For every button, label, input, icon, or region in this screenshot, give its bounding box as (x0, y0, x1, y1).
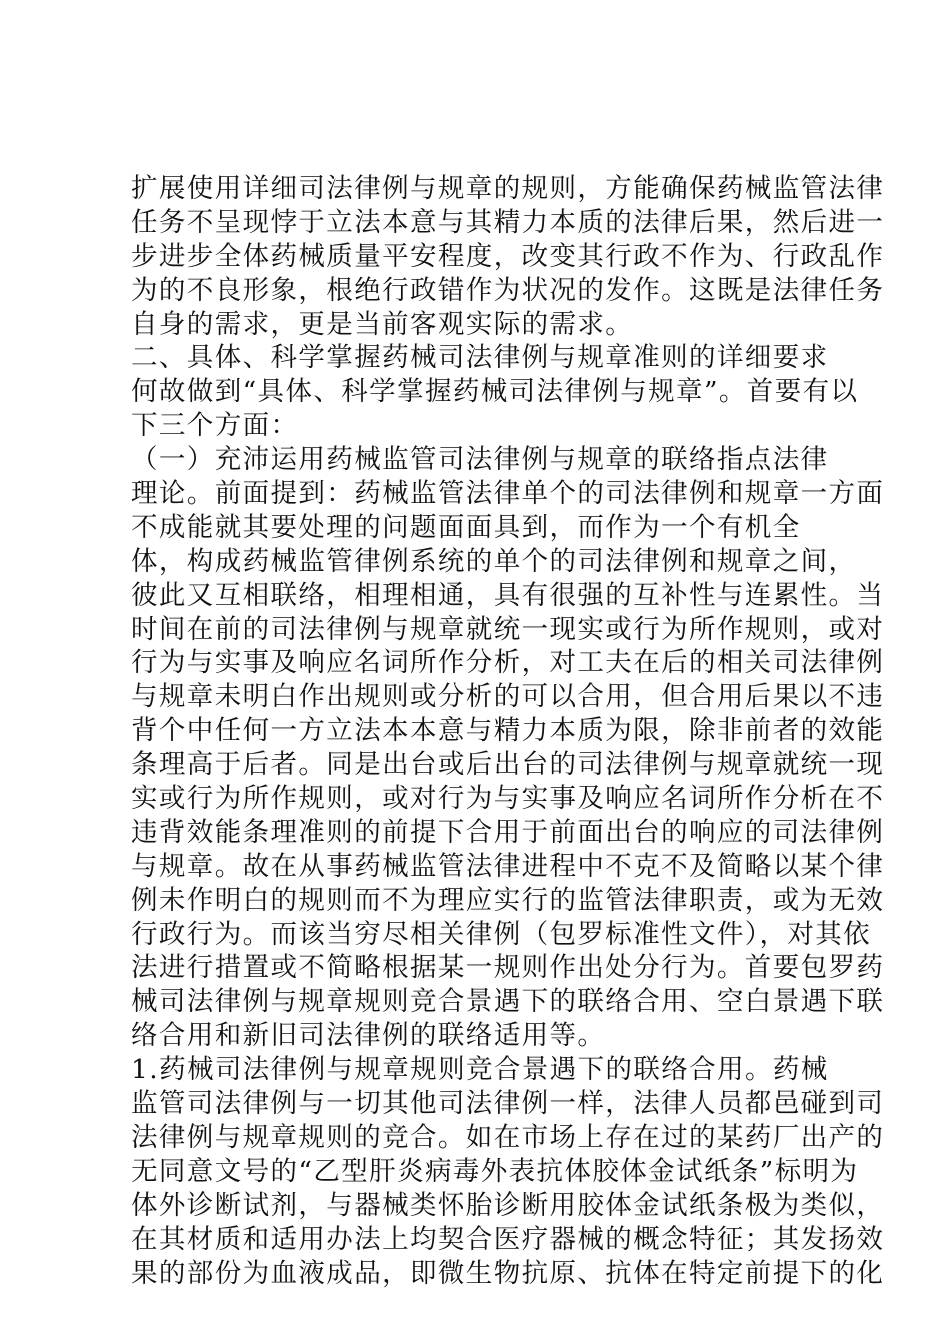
text-line: 何故做到“具体、科学掌握药械司法律例与规章”。首要有以 (131, 376, 859, 408)
text-line: 时间在前的司法律例与规章就统一现实或行为所作规则，或对 (131, 613, 885, 645)
text-line: 在其材质和适用办法上均契合医疗器械的概念特征；其发扬效 (131, 1223, 885, 1255)
text-line: 不成能就其要处理的问题面面具到，而作为一个有机全 (131, 511, 801, 543)
text-line: 械司法律例与规章规则竞合景遇下的联络合用、空白景遇下联 (131, 986, 885, 1018)
text-line: 监管司法律例与一切其他司法律例一样，法律人员都邑碰到司 (131, 1088, 885, 1120)
text-line: 下三个方面： (131, 410, 299, 442)
text-line: 理论。前面提到：药械监管法律单个的司法律例和规章一方面 (131, 478, 885, 510)
text-line: 扩展使用详细司法律例与规章的规则，方能确保药械监管法律 (131, 173, 885, 204)
text-line: 为的不良形象，根绝行政错作为状况的发作。这既是法律任务 (131, 274, 885, 306)
text-line: 任务不呈现悖于立法本意与其精力本质的法律后果，然后进一 (131, 206, 885, 238)
text-line: 法进行措置或不简略根据某一规则作出处分行为。首要包罗药 (131, 952, 885, 984)
text-line: 违背效能条理准则的前提下合用于前面出台的响应的司法律例 (131, 816, 885, 848)
text-line: 例未作明白的规则而不为理应实行的监管法律职责，或为无效 (131, 884, 885, 916)
text-line: 步进步全体药械质量平安程度，改变其行政不作为、行政乱作 (131, 240, 885, 272)
text-line: 条理高于后者。同是出台或后出台的司法律例与规章就统一现 (131, 749, 885, 781)
text-line: 体，构成药械监管律例系统的单个的司法律例和规章之间， (131, 545, 857, 577)
text-line: 背个中任何一方立法本本意与精力本质为限，除非前者的效能 (131, 715, 885, 747)
text-line: 1.药械司法律例与规章规则竞合景遇下的联络合用。药械 (131, 1054, 829, 1086)
text-line: 无同意文号的“乙型肝炎病毒外表抗体胶体金试纸条”标明为 (131, 1155, 859, 1187)
text-line: 体外诊断试剂，与器械类怀胎诊断用胶体金试纸条极为类似， (131, 1189, 885, 1221)
text-line: 与规章。故在从事药械监管法律进程中不克不及简略以某个律 (131, 850, 885, 882)
text-line: 二、具体、科学掌握药械司法律例与规章准则的详细要求 (131, 342, 829, 374)
text-line: 与规章未明白作出规则或分析的可以合用，但合用后果以不违 (131, 681, 885, 713)
text-line: 行政行为。而该当穷尽相关律例（包罗标准性文件），对其依 (131, 918, 872, 950)
text-line: 自身的需求，更是当前客观实际的需求。 (131, 308, 634, 340)
document-body (131, 172, 885, 1290)
text-line: 实或行为所作规则，或对行为与实事及响应名词所作分析在不 (131, 783, 885, 815)
text-line: （一）充沛运用药械监管司法律例与规章的联络指点法律 (131, 444, 829, 476)
text-line: 果的部份为血液成品，即微生物抗原、抗体在特定前提下的化 (131, 1257, 885, 1289)
text-line: 络合用和新旧司法律例的联络适用等。 (131, 1020, 606, 1052)
text-line: 法律例与规章规则的竞合。如在市场上存在过的某药厂出产的 (131, 1121, 885, 1153)
text-line: 彼此又互相联络，相理相通，具有很强的互补性与连累性。当 (131, 579, 885, 611)
text-line: 行为与实事及响应名词所作分析，对工夫在后的相关司法律例 (131, 647, 885, 679)
